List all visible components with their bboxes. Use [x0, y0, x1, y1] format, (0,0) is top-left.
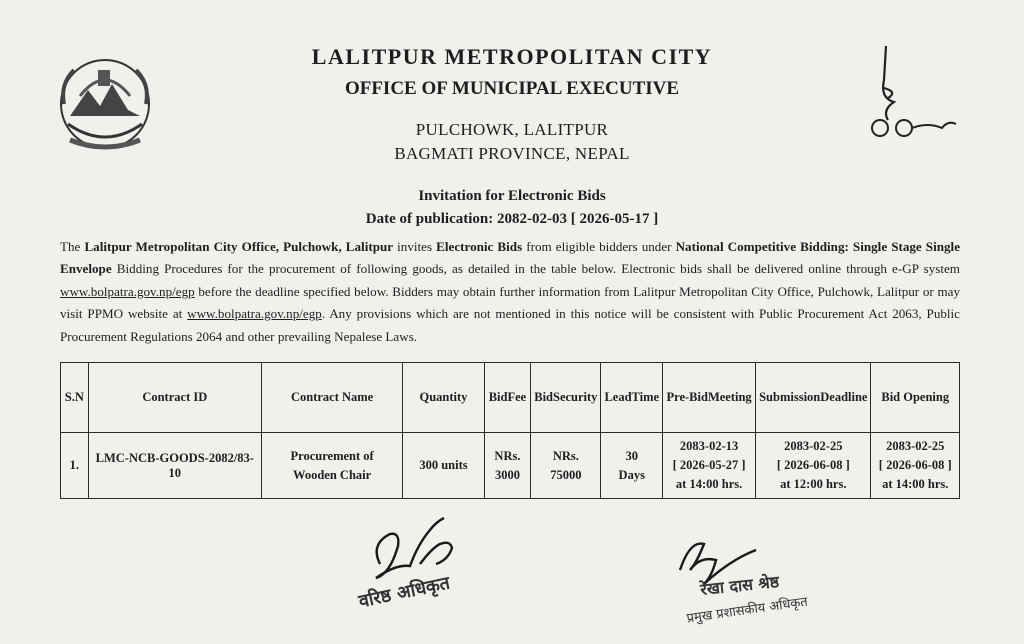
chief-officer-title: प्रमुख प्रशासकीय अधिकृत	[685, 594, 809, 627]
header-contract-name: Contract Name	[261, 363, 402, 433]
cell-contract-name: Procurement of Wooden Chair	[261, 433, 402, 499]
cell-bid-opening: 2083-02-25 [ 2026-06-08 ] at 14:00 hrs.	[871, 433, 960, 499]
cell-contract-id: LMC-NCB-GOODS-2082/83-10	[88, 433, 261, 499]
cell-submission-deadline: 2083-02-25 [ 2026-06-08 ] at 12:00 hrs.	[756, 433, 871, 499]
intro-bold-procedure: National Competitive Bidding: Single Stage Single Envelope	[60, 239, 961, 277]
cell-bid-security: NRs. 75000	[531, 433, 601, 499]
header-sn: S.N	[61, 363, 89, 433]
address-block	[0, 118, 1024, 166]
intro-bold-bids: Electronic Bids	[436, 239, 523, 254]
table-header-row	[61, 363, 960, 433]
table-row	[61, 433, 960, 499]
notice-header	[0, 44, 1024, 228]
address-line-2: BAGMATI PROVINCE, NEPAL	[394, 144, 630, 163]
cell-bid-fee: NRs. 3000	[484, 433, 531, 499]
intro-text: before the deadline specified below. Bidders may obtain further information from Lalitpur Metropolitan City Office, Pulchowk, Lalitpur or may visit PPMO website at	[60, 283, 960, 322]
egp-link-2[interactable]: www.bolpatra.gov.np/egp	[187, 306, 322, 322]
intro-text: Bidding Procedures for the procurement of following goods, as detailed in the table below. Electronic bids shall be delivered online through e-GP system	[111, 261, 960, 277]
senior-officer-title: वरिष्ठ अधिकृत	[356, 572, 452, 613]
intro-text: The	[60, 239, 85, 254]
address-line-1: PULCHOWK, LALITPUR	[415, 120, 609, 139]
header-bid-opening: Bid Opening	[871, 363, 960, 433]
senior-officer-signature-icon	[340, 504, 490, 634]
header-submission-deadline: SubmissionDeadline	[756, 363, 871, 433]
invitation-paragraph	[60, 236, 960, 348]
header-pre-bid-meeting: Pre-BidMeeting	[663, 363, 756, 433]
cell-lead-time: 30 Days	[601, 433, 663, 499]
header-quantity: Quantity	[403, 363, 484, 433]
intro-text: . Any provisions which are not mentioned in this notice will be consistent with Public Procurement Act 2063, Public Procurement Regulations 2064 and other prevailing Nepalese Laws.	[60, 306, 960, 344]
invitation-title: Invitation for Electronic Bids	[418, 188, 606, 204]
header-lead-time: LeadTime	[601, 363, 663, 433]
header-bid-security: BidSecurity	[531, 363, 601, 433]
cell-pre-bid-meeting: 2083-02-13 [ 2026-05-27 ] at 14:00 hrs.	[663, 433, 756, 499]
header-contract-id: Contract ID	[88, 363, 261, 433]
header-bid-fee: BidFee	[484, 363, 531, 433]
intro-text: invites	[393, 239, 437, 254]
egp-link-1[interactable]: www.bolpatra.gov.np/egp	[60, 283, 195, 299]
office-name: OFFICE OF MUNICIPAL EXECUTIVE	[344, 78, 680, 99]
cell-quantity: 300 units	[403, 433, 484, 499]
bid-table	[60, 362, 960, 499]
chief-officer-name: रेखा दास श्रेष्ठ	[699, 571, 780, 600]
publication-date: Date of publication: 2082-02-03 [ 2026-05-17 ]	[365, 211, 659, 227]
intro-bold-office: Lalitpur Metropolitan City Office, Pulchowk, Lalitpur	[84, 239, 394, 254]
intro-text: from eligible bidders under	[522, 239, 676, 254]
organization-name: LALITPUR METROPOLITAN CITY	[311, 44, 713, 69]
cell-sn: 1.	[61, 433, 89, 499]
